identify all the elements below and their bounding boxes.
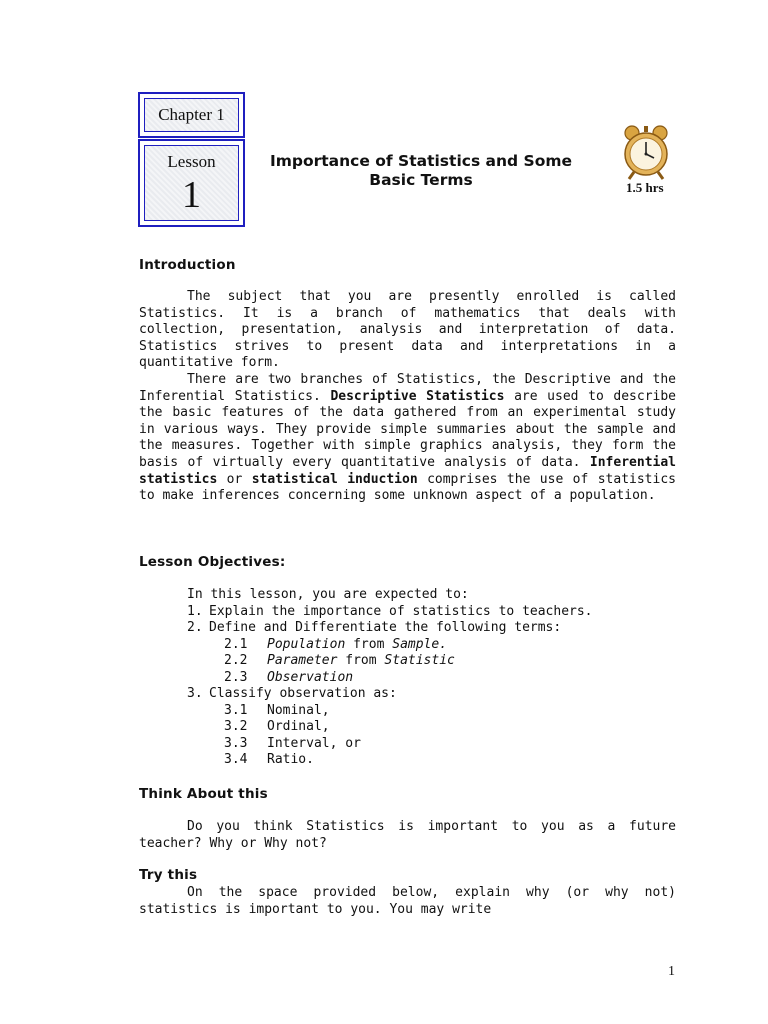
try-heading: Try this bbox=[139, 867, 198, 883]
lesson-label: Lesson bbox=[167, 152, 216, 171]
list-item: 2. Define and Differentiate the following terms: bbox=[187, 620, 562, 635]
introduction-body bbox=[139, 289, 676, 505]
objectives-list bbox=[139, 587, 699, 769]
lesson-box bbox=[138, 139, 245, 227]
chapter-label: Chapter 1 bbox=[158, 105, 225, 124]
duration-label: 1.5 hrs bbox=[626, 180, 664, 195]
lesson-number: 1 bbox=[182, 174, 201, 216]
objectives-intro: In this lesson, you are expected to: bbox=[187, 587, 469, 602]
think-body: Do you think Statistics is important to you as a future teacher? Why or Why not? bbox=[139, 819, 676, 851]
list-item: 3. Classify observation as: bbox=[187, 686, 397, 701]
page-number: 1 bbox=[668, 964, 675, 979]
lesson-title: Importance of Statistics and Some Basic Terms bbox=[269, 152, 573, 189]
chapter-box bbox=[138, 92, 245, 138]
list-subitem: 2.1 Population from Sample. bbox=[224, 636, 448, 652]
list-subitem: 3.1 Nominal, bbox=[224, 702, 330, 718]
introduction-paragraph-1: The subject that you are presently enrolled is called Statistics. It is a branch of mathematics that deals with collection, presentation, analysis and interpretation of data. Statistics strives to present data and interpretations in a quantitative form. bbox=[139, 289, 676, 371]
list-subitem: 3.3 Interval, or bbox=[224, 735, 361, 751]
objectives-heading: Lesson Objectives: bbox=[139, 554, 286, 570]
introduction-paragraph-2: There are two branches of Statistics, the Descriptive and the Inferential Statistics. Descriptive Statistics are used to describe the basic features of the data gathered from an experimental study in various ways. They provide simple summaries about the sample and the measures. Together with simple graphics analysis, they form the basis of virtually every quantitative analysis of data. Inferential statistics or statistical induction comprises the use of statistics to make inferences concerning some unknown aspect of a population. bbox=[139, 371, 677, 504]
list-subitem: 3.2 Ordinal, bbox=[224, 719, 330, 734]
list-item: 1. Explain the importance of statistics to teachers. bbox=[187, 603, 593, 619]
try-body: On the space provided below, explain why (or why not) statistics is important to you. You may write bbox=[139, 885, 676, 917]
list-subitem: 2.2 Parameter from Statistic bbox=[224, 653, 455, 668]
introduction-heading: Introduction bbox=[139, 257, 236, 273]
alarm-clock-icon bbox=[620, 124, 672, 180]
list-subitem: 2.3 Observation bbox=[224, 669, 354, 685]
list-subitem: 3.4 Ratio. bbox=[224, 752, 314, 767]
think-heading: Think About this bbox=[139, 786, 268, 802]
